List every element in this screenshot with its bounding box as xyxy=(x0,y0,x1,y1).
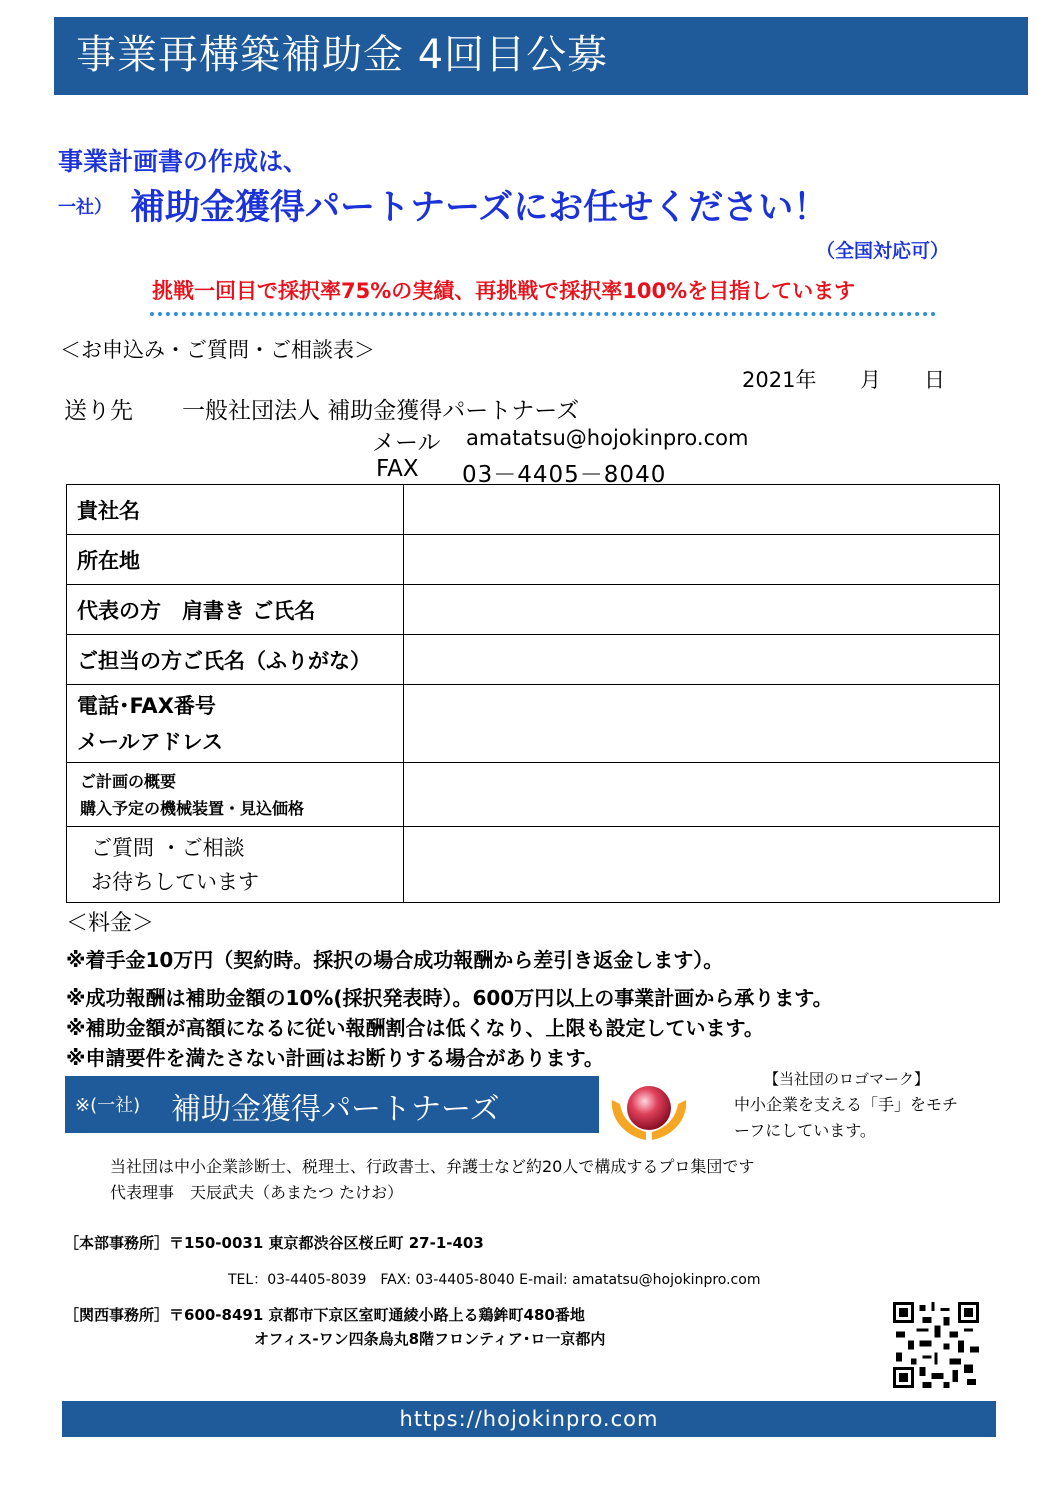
form-label-plan-equipment: 購入予定の機械装置・見込価格 xyxy=(80,798,305,818)
hero-prefix: 一社） xyxy=(58,197,112,218)
form-row-plan xyxy=(67,763,1000,827)
hero-line-1: 事業計画書の作成は、 xyxy=(58,147,309,176)
form-label-representative: 代表の方 肩書き ご氏名 xyxy=(67,585,404,635)
fee-item: ※申請要件を満たさない計画はお断りする場合があります。 xyxy=(66,1046,604,1070)
form-label-plan-summary: ご計画の概要 xyxy=(80,771,177,791)
date-year: 2021年 xyxy=(742,368,817,392)
form-field-questions[interactable] xyxy=(404,827,1000,903)
form-label-contact-person: ご担当の方ご氏名（ふりがな） xyxy=(67,635,404,685)
mail-label: メール xyxy=(372,430,441,456)
form-label-email: メールアドレス xyxy=(77,729,223,754)
date-month: 月 xyxy=(860,368,881,392)
form-row-representative xyxy=(67,585,1000,635)
mail-address: amatatsu@hojokinpro.com xyxy=(466,426,749,450)
form-field-plan[interactable] xyxy=(404,763,1000,827)
track-record: 挑戦一回目で採択率75%の実績、再挑戦で採択率100%を目指しています xyxy=(152,279,856,303)
form-field-address[interactable] xyxy=(404,535,1000,585)
qr-code-icon[interactable] xyxy=(893,1302,979,1388)
form-row-questions xyxy=(67,827,1000,903)
fees-heading: ＜料金＞ xyxy=(66,911,155,936)
form-label-plan xyxy=(67,763,404,827)
destination-label: 送り先 xyxy=(64,398,133,424)
hq-office: ［本部事務所］〒150-0031 東京都渋谷区桜丘町 27-1-403 xyxy=(64,1234,484,1252)
fax-label: FAX xyxy=(376,456,419,482)
form-field-phone-email[interactable] xyxy=(404,685,1000,763)
nationwide-note: （全国対応可） xyxy=(816,240,950,262)
form-row-phone-email xyxy=(67,685,1000,763)
header-banner xyxy=(54,17,1028,95)
form-label-questions xyxy=(67,827,404,903)
form-label-phone-email xyxy=(67,685,404,763)
kansai-office-2: オフィス-ワン四条烏丸8階フロンティア･ロ一京都内 xyxy=(254,1330,606,1348)
form-label-questions-2: お待ちしています xyxy=(91,869,259,894)
kansai-office-1: ［関西事務所］〒600-8491 京都市下京区室町通綾小路上る鶏鉾町480番地 xyxy=(64,1306,585,1324)
hero-line-2: 補助金獲得パートナーズにお任せください！ xyxy=(130,188,829,228)
form-label-address: 所在地 xyxy=(67,535,404,585)
form-row-address xyxy=(67,535,1000,585)
hq-contact: TEL：03-4405-8039 FAX: 03-4405-8040 E-mail: amatatsu@hojokinpro.com xyxy=(228,1272,761,1288)
destination-org: 一般社団法人 補助金獲得パートナーズ xyxy=(182,398,580,424)
fee-item: ※着手金10万円（契約時。採択の場合成功報酬から差引き返金します）。 xyxy=(66,948,724,972)
form-field-contact-person[interactable] xyxy=(404,635,1000,685)
form-row-contact-person xyxy=(67,635,1000,685)
form-field-company[interactable] xyxy=(404,485,1000,535)
form-field-representative[interactable] xyxy=(404,585,1000,635)
form-row-company xyxy=(67,485,1000,535)
footer-banner xyxy=(62,1401,996,1437)
partner-banner xyxy=(65,1076,599,1133)
partner-name: 補助金獲得パートナーズ xyxy=(171,1092,500,1127)
dotted-divider xyxy=(150,312,936,316)
form-label-questions-1: ご質問 ・ご相談 xyxy=(91,835,245,860)
form-heading: ＜お申込み・ご質問・ご相談表＞ xyxy=(60,338,375,362)
logo-desc-2: ーフにしています。 xyxy=(734,1121,876,1140)
partner-representative: 代表理事 天辰武夫（あまたつ たけお） xyxy=(110,1183,404,1202)
website-link[interactable]: https://hojokinpro.com xyxy=(399,1407,659,1431)
partner-prefix: ※(一社) xyxy=(75,1095,141,1116)
page-title: 事業再構築補助金 4回目公募 xyxy=(76,32,609,78)
partner-about: 当社団は中小企業診断士、税理士、行政書士、弁護士など約20人で構成するプロ集団です xyxy=(110,1157,755,1176)
logo-title: 【当社団のロゴマーク】 xyxy=(764,1070,930,1088)
form-label-company: 貴社名 xyxy=(67,485,404,535)
logo-hands-icon xyxy=(606,1074,692,1146)
date-day: 日 xyxy=(924,368,945,392)
application-form xyxy=(66,484,1000,903)
form-label-phone: 電話･FAX番号 xyxy=(77,693,216,718)
fax-number: 03－4405－8040 xyxy=(462,462,667,488)
logo-desc-1: 中小企業を支える「手」をモチ xyxy=(734,1095,959,1114)
fee-item: ※成功報酬は補助金額の10%(採択発表時）。600万円以上の事業計画から承ります。 xyxy=(66,986,833,1010)
fee-item: ※補助金額が高額になるに従い報酬割合は低くなり、上限も設定しています。 xyxy=(66,1016,764,1040)
